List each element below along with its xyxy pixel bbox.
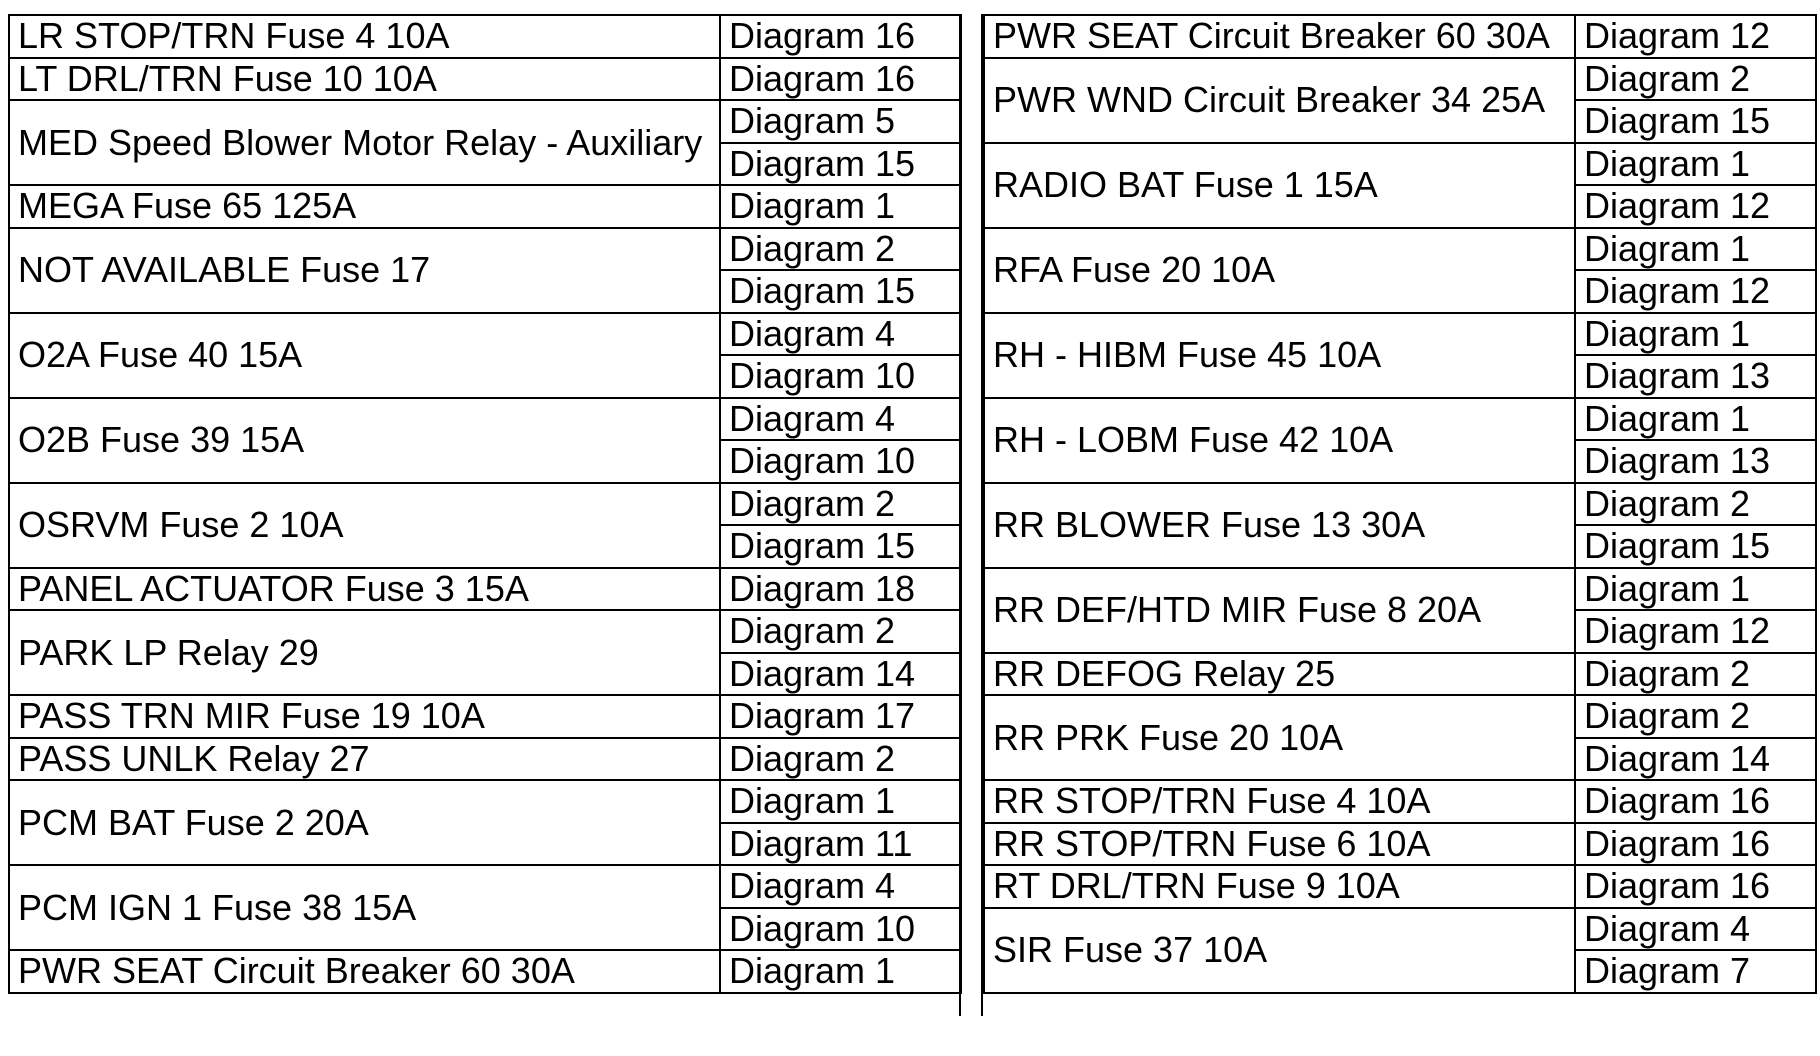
diagram-reference: Diagram 10	[720, 908, 961, 951]
table-row	[984, 780, 1816, 823]
component-name: RR DEFOG Relay 25	[984, 653, 1575, 696]
table-row	[9, 58, 961, 101]
diagram-reference: Diagram 15	[720, 525, 961, 568]
diagram-reference: Diagram 13	[1575, 355, 1816, 398]
table-row	[984, 58, 1816, 101]
diagram-reference: Diagram 12	[1575, 15, 1816, 58]
left-index-table	[8, 14, 962, 994]
component-name: RR BLOWER Fuse 13 30A	[984, 483, 1575, 568]
component-name: RH - LOBM Fuse 42 10A	[984, 398, 1575, 483]
table-row	[9, 398, 961, 441]
diagram-reference: Diagram 1	[1575, 568, 1816, 611]
component-name: O2B Fuse 39 15A	[9, 398, 720, 483]
table-row	[984, 908, 1816, 951]
diagram-reference: Diagram 12	[1575, 270, 1816, 313]
component-name: RR STOP/TRN Fuse 4 10A	[984, 780, 1575, 823]
component-name: RR PRK Fuse 20 10A	[984, 695, 1575, 780]
diagram-reference: Diagram 2	[720, 483, 961, 526]
right-index-table	[983, 14, 1817, 994]
diagram-reference: Diagram 10	[720, 355, 961, 398]
diagram-reference: Diagram 15	[720, 270, 961, 313]
component-name: OSRVM Fuse 2 10A	[9, 483, 720, 568]
diagram-reference: Diagram 16	[1575, 823, 1816, 866]
table-row	[984, 653, 1816, 696]
diagram-reference: Diagram 1	[720, 185, 961, 228]
table-row	[9, 100, 961, 143]
component-name: MED Speed Blower Motor Relay - Auxiliary	[9, 100, 720, 185]
table-row	[9, 15, 961, 58]
table-row	[9, 865, 961, 908]
diagram-reference: Diagram 12	[1575, 610, 1816, 653]
diagram-reference: Diagram 12	[1575, 185, 1816, 228]
table-row	[984, 568, 1816, 611]
table-row	[9, 738, 961, 781]
diagram-reference: Diagram 2	[1575, 483, 1816, 526]
diagram-reference: Diagram 4	[720, 865, 961, 908]
table-row	[984, 143, 1816, 186]
table-row	[9, 610, 961, 653]
diagram-reference: Diagram 15	[1575, 525, 1816, 568]
table-row	[9, 568, 961, 611]
component-name: O2A Fuse 40 15A	[9, 313, 720, 398]
component-name: NOT AVAILABLE Fuse 17	[9, 228, 720, 313]
table-row	[984, 313, 1816, 356]
table-row	[9, 185, 961, 228]
component-name: PWR WND Circuit Breaker 34 25A	[984, 58, 1575, 143]
diagram-reference: Diagram 16	[1575, 865, 1816, 908]
component-name: RR STOP/TRN Fuse 6 10A	[984, 823, 1575, 866]
diagram-reference: Diagram 2	[1575, 695, 1816, 738]
component-name: RH - HIBM Fuse 45 10A	[984, 313, 1575, 398]
component-name: LR STOP/TRN Fuse 4 10A	[9, 15, 720, 58]
table-row	[9, 950, 961, 993]
diagram-reference: Diagram 16	[1575, 780, 1816, 823]
table-row	[9, 313, 961, 356]
component-name: RADIO BAT Fuse 1 15A	[984, 143, 1575, 228]
diagram-reference: Diagram 4	[1575, 908, 1816, 951]
diagram-reference: Diagram 2	[1575, 58, 1816, 101]
table-row	[984, 398, 1816, 441]
table-row	[9, 695, 961, 738]
table-row	[9, 483, 961, 526]
diagram-reference: Diagram 14	[720, 653, 961, 696]
table-row	[9, 780, 961, 823]
diagram-reference: Diagram 1	[1575, 313, 1816, 356]
component-name: PWR SEAT Circuit Breaker 60 30A	[9, 950, 720, 993]
diagram-reference: Diagram 1	[1575, 143, 1816, 186]
diagram-reference: Diagram 14	[1575, 738, 1816, 781]
diagram-reference: Diagram 2	[720, 738, 961, 781]
component-name: PARK LP Relay 29	[9, 610, 720, 695]
table-row	[984, 483, 1816, 526]
diagram-reference: Diagram 18	[720, 568, 961, 611]
diagram-reference: Diagram 2	[720, 610, 961, 653]
component-name: SIR Fuse 37 10A	[984, 908, 1575, 993]
diagram-reference: Diagram 15	[1575, 100, 1816, 143]
diagram-reference: Diagram 11	[720, 823, 961, 866]
diagram-reference: Diagram 4	[720, 398, 961, 441]
component-name: PWR SEAT Circuit Breaker 60 30A	[984, 15, 1575, 58]
diagram-reference: Diagram 2	[1575, 653, 1816, 696]
table-row	[9, 228, 961, 271]
component-name: LT DRL/TRN Fuse 10 10A	[9, 58, 720, 101]
diagram-reference: Diagram 10	[720, 440, 961, 483]
diagram-reference: Diagram 1	[1575, 398, 1816, 441]
component-name: PCM BAT Fuse 2 20A	[9, 780, 720, 865]
component-name: PCM IGN 1 Fuse 38 15A	[9, 865, 720, 950]
diagram-reference: Diagram 1	[1575, 228, 1816, 271]
diagram-reference: Diagram 13	[1575, 440, 1816, 483]
diagram-reference: Diagram 17	[720, 695, 961, 738]
diagram-reference: Diagram 2	[720, 228, 961, 271]
diagram-reference: Diagram 16	[720, 58, 961, 101]
diagram-reference: Diagram 5	[720, 100, 961, 143]
component-name: MEGA Fuse 65 125A	[9, 185, 720, 228]
component-name: PANEL ACTUATOR Fuse 3 15A	[9, 568, 720, 611]
component-name: PASS TRN MIR Fuse 19 10A	[9, 695, 720, 738]
table-row	[984, 695, 1816, 738]
component-name: RT DRL/TRN Fuse 9 10A	[984, 865, 1575, 908]
component-name: RFA Fuse 20 10A	[984, 228, 1575, 313]
diagram-reference: Diagram 7	[1575, 950, 1816, 993]
diagram-reference: Diagram 1	[720, 950, 961, 993]
component-name: RR DEF/HTD MIR Fuse 8 20A	[984, 568, 1575, 653]
diagram-reference: Diagram 1	[720, 780, 961, 823]
column-gutter	[959, 14, 983, 1016]
table-row	[984, 228, 1816, 271]
component-name: PASS UNLK Relay 27	[9, 738, 720, 781]
table-row	[984, 15, 1816, 58]
table-row	[984, 865, 1816, 908]
diagram-reference: Diagram 15	[720, 143, 961, 186]
diagram-reference: Diagram 16	[720, 15, 961, 58]
diagram-reference: Diagram 4	[720, 313, 961, 356]
table-row	[984, 823, 1816, 866]
